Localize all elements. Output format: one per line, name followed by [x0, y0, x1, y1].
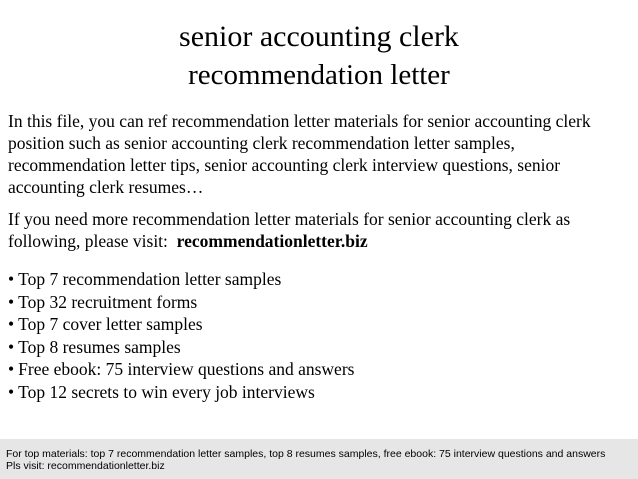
website-link[interactable]: recommendationletter.biz [176, 231, 368, 251]
page-subtitle: recommendation letter [188, 59, 450, 91]
list-item-label: Top 7 cover letter samples [18, 314, 203, 334]
list-item [8, 268, 354, 291]
page-title: senior accounting clerk [179, 20, 459, 53]
bullet-icon: • [8, 269, 15, 289]
footer-line-materials: For top materials: top 7 recommendation letter samples, top 8 resumes samples, free ebook: 75 interview questions and answers [6, 448, 606, 460]
intro-paragraph: In this file, you can ref recommendation letter materials for senior accounting clerk position such as senior accounting clerk recommendation letter samples, recommendation letter tips, senior accounting clerk interview questions, senior accounting clerk resumes… [8, 111, 591, 197]
bullet-icon: • [8, 359, 15, 379]
more-info-paragraph [8, 208, 633, 252]
footer-banner [0, 439, 638, 479]
list-item [8, 291, 354, 314]
bullet-icon: • [8, 291, 15, 312]
list-item-label: Top 8 resumes samples [18, 336, 181, 357]
bullet-list [8, 268, 354, 403]
list-item-label: Top 7 recommendation letter samples [18, 269, 282, 289]
footer-line-visit[interactable]: Pls visit: recommendationletter.biz [6, 460, 165, 472]
bullet-icon: • [8, 336, 15, 357]
list-item-label: Top 32 recruitment forms [18, 291, 198, 312]
list-item-label: Top 12 secrets to win every job interviews [18, 381, 315, 402]
list-item [8, 336, 354, 359]
bullet-icon: • [8, 314, 15, 334]
list-item [8, 358, 354, 381]
list-item [8, 313, 354, 336]
bullet-icon: • [8, 381, 15, 402]
more-info-text: If you need more recommendation letter materials for senior accounting clerk as following, please visit: [8, 209, 571, 251]
list-item-label: Free ebook: 75 interview questions and answers [18, 359, 355, 379]
list-item [8, 381, 354, 404]
